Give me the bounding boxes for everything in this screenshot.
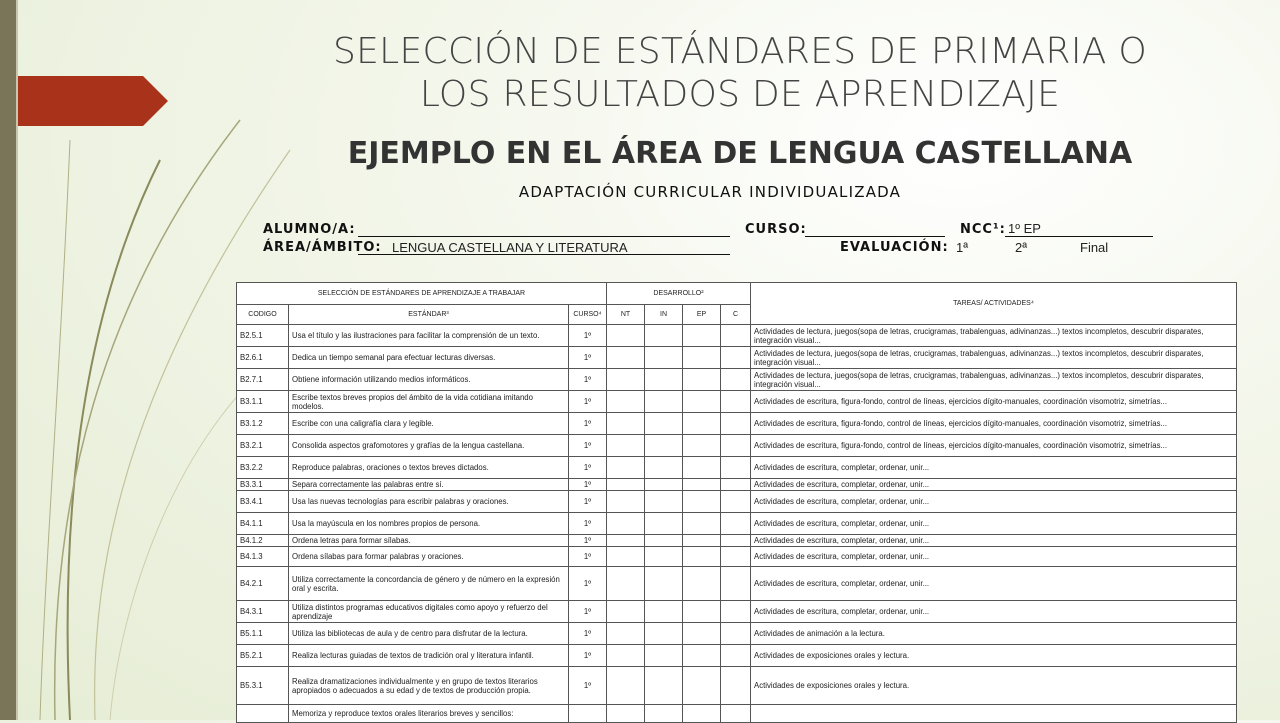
cell-nt bbox=[607, 369, 645, 391]
cell-curso: 1º bbox=[569, 547, 607, 567]
cell-estandar: Utiliza correctamente la concordancia de género y de número en la expresión oral y escrita. bbox=[289, 567, 569, 601]
cell-c bbox=[721, 413, 751, 435]
cell-tareas: Actividades de escritura, completar, ordenar, unir... bbox=[751, 547, 1237, 567]
slide-subtitle: EJEMPLO EN EL ÁREA DE LENGUA CASTELLANA bbox=[347, 136, 1133, 171]
cell-codigo: B2.5.1 bbox=[237, 325, 289, 347]
cell-codigo: B3.3.1 bbox=[237, 479, 289, 491]
cell-tareas: Actividades de lectura, juegos(sopa de letras, crucigramas, trabalenguas, adivinanzas...) textos incompletos, descubrir disparates, integración visual... bbox=[751, 347, 1237, 369]
cell-curso: 1º bbox=[569, 413, 607, 435]
col-nt: NT bbox=[607, 305, 645, 325]
cell-in bbox=[645, 479, 683, 491]
cell-nt bbox=[607, 413, 645, 435]
cell-curso: 1º bbox=[569, 369, 607, 391]
cell-c bbox=[721, 479, 751, 491]
cell-ep bbox=[683, 479, 721, 491]
cell-in bbox=[645, 513, 683, 535]
cell-nt bbox=[607, 347, 645, 369]
cell-tareas: Actividades de escritura, completar, ordenar, unir... bbox=[751, 535, 1237, 547]
cell-in bbox=[645, 547, 683, 567]
col-codigo: CODIGO bbox=[237, 305, 289, 325]
cell-codigo: B2.6.1 bbox=[237, 347, 289, 369]
cell-tareas: Actividades de escritura, completar, ordenar, unir... bbox=[751, 601, 1237, 623]
table-row bbox=[237, 457, 1237, 479]
cell-codigo: B3.1.2 bbox=[237, 413, 289, 435]
cell-c bbox=[721, 457, 751, 479]
cell-ep bbox=[683, 325, 721, 347]
ncc-value: 1º EP bbox=[1008, 221, 1041, 236]
cell-nt bbox=[607, 457, 645, 479]
area-label: ÁREA/ÁMBITO: bbox=[263, 240, 382, 255]
cell-estandar: Ordena sílabas para formar palabras y oraciones. bbox=[289, 547, 569, 567]
tareas-header: TAREAS/ ACTIVIDADES⁴ bbox=[751, 283, 1237, 325]
eval-option-final: Final bbox=[1080, 240, 1109, 255]
cell-curso: 1º bbox=[569, 623, 607, 645]
cell-codigo: B5.2.1 bbox=[237, 645, 289, 667]
cell-tareas: Actividades de escritura, completar, ordenar, unir... bbox=[751, 491, 1237, 513]
cell-in bbox=[645, 369, 683, 391]
desarrollo-header: DESARROLLO² bbox=[607, 283, 751, 305]
table-row bbox=[237, 567, 1237, 601]
cell-codigo: B4.1.3 bbox=[237, 547, 289, 567]
cell-c bbox=[721, 391, 751, 413]
cell-ep bbox=[683, 491, 721, 513]
cell-c bbox=[721, 369, 751, 391]
cell-in bbox=[645, 413, 683, 435]
cell-tareas: Actividades de escritura, figura-fondo, control de líneas, ejercicios dígito-manuales, coordinación visomotriz, simetrías... bbox=[751, 435, 1237, 457]
slide-title bbox=[240, 30, 1240, 116]
cell-nt bbox=[607, 567, 645, 601]
cell-in bbox=[645, 347, 683, 369]
ncc-line bbox=[1005, 236, 1153, 237]
cell-c bbox=[721, 435, 751, 457]
cell-c bbox=[721, 325, 751, 347]
cell-ep bbox=[683, 391, 721, 413]
cell-c bbox=[721, 567, 751, 601]
table-row bbox=[237, 535, 1237, 547]
cell-curso: 1º bbox=[569, 535, 607, 547]
cell-codigo: B3.1.1 bbox=[237, 391, 289, 413]
table-row bbox=[237, 325, 1237, 347]
curso-line bbox=[805, 236, 945, 237]
alumno-line bbox=[358, 236, 730, 237]
cell-nt bbox=[607, 547, 645, 567]
cell-c bbox=[721, 535, 751, 547]
cell-tareas: Actividades de escritura, completar, ordenar, unir... bbox=[751, 513, 1237, 535]
cell-tareas: Actividades de escritura, completar, ordenar, unir... bbox=[751, 479, 1237, 491]
cell-estandar: Utiliza las bibliotecas de aula y de centro para disfrutar de la lectura. bbox=[289, 623, 569, 645]
cell-codigo: B4.3.1 bbox=[237, 601, 289, 623]
cell-codigo: B5.3.1 bbox=[237, 667, 289, 705]
area-value: LENGUA CASTELLANA Y LITERATURA bbox=[392, 240, 628, 255]
table-row bbox=[237, 479, 1237, 491]
cell-estandar: Reproduce palabras, oraciones o textos breves dictados. bbox=[289, 457, 569, 479]
cell-in bbox=[645, 535, 683, 547]
eval-option-1: 1ª bbox=[956, 240, 969, 255]
cell-c bbox=[721, 347, 751, 369]
cell-curso: 1º bbox=[569, 435, 607, 457]
cell-curso: 1º bbox=[569, 601, 607, 623]
cell-estandar: Obtiene información utilizando medios informáticos. bbox=[289, 369, 569, 391]
cell-curso: 1º bbox=[569, 513, 607, 535]
cell-estandar: Consolida aspectos grafomotores y grafías de la lengua castellana. bbox=[289, 435, 569, 457]
cell-estandar: Realiza lecturas guiadas de textos de tradición oral y literatura infantil. bbox=[289, 645, 569, 667]
cell-codigo: B4.2.1 bbox=[237, 567, 289, 601]
cell-c bbox=[721, 645, 751, 667]
cell-estandar: Escribe textos breves propios del ámbito de la vida cotidiana imitando modelos. bbox=[289, 391, 569, 413]
col-c: C bbox=[721, 305, 751, 325]
form-title: ADAPTACIÓN CURRICULAR INDIVIDUALIZADA bbox=[518, 183, 902, 201]
cell-in bbox=[645, 435, 683, 457]
cell-curso: 1º bbox=[569, 479, 607, 491]
table-row bbox=[237, 491, 1237, 513]
table-row bbox=[237, 601, 1237, 623]
col-in: IN bbox=[645, 305, 683, 325]
table-row bbox=[237, 413, 1237, 435]
cell-codigo: B4.1.2 bbox=[237, 535, 289, 547]
cell-c bbox=[721, 667, 751, 705]
curso-label: CURSO: bbox=[745, 222, 807, 237]
evaluacion-label: EVALUACIÓN: bbox=[840, 240, 949, 255]
cell-nt bbox=[607, 535, 645, 547]
cell-ep bbox=[683, 369, 721, 391]
cell-codigo: B2.7.1 bbox=[237, 369, 289, 391]
cell-in bbox=[645, 325, 683, 347]
cell-nt bbox=[607, 479, 645, 491]
cell-ep bbox=[683, 457, 721, 479]
cell-ep bbox=[683, 535, 721, 547]
slide-title-line1: SELECCIÓN DE ESTÁNDARES DE PRIMARIA O bbox=[332, 31, 1148, 72]
accent-arrow-tab bbox=[18, 76, 168, 126]
cell-tareas: Actividades de escritura, completar, ordenar, unir... bbox=[751, 457, 1237, 479]
cell-codigo: B3.2.1 bbox=[237, 435, 289, 457]
cell-nt bbox=[607, 667, 645, 705]
cell-codigo: B3.4.1 bbox=[237, 491, 289, 513]
cell-tareas: Actividades de lectura, juegos(sopa de letras, crucigramas, trabalenguas, adivinanzas...) textos incompletos, descubrir disparates, integración visual... bbox=[751, 369, 1237, 391]
cell-c bbox=[721, 601, 751, 623]
cell-tareas: Actividades de escritura, completar, ordenar, unir... bbox=[751, 567, 1237, 601]
col-ep: EP bbox=[683, 305, 721, 325]
cell-c bbox=[721, 623, 751, 645]
table-row bbox=[237, 369, 1237, 391]
cell-in bbox=[645, 667, 683, 705]
cell-in bbox=[645, 645, 683, 667]
slide-title-line2: LOS RESULTADOS DE APRENDIZAJE bbox=[419, 74, 1061, 115]
eval-option-2: 2ª bbox=[1015, 240, 1028, 255]
group-header: SELECCIÓN DE ESTÁNDARES DE APRENDIZAJE A TRABAJAR bbox=[237, 283, 607, 305]
cell-in bbox=[645, 623, 683, 645]
cell-curso: 1º bbox=[569, 325, 607, 347]
cell-codigo: B5.1.1 bbox=[237, 623, 289, 645]
cell-tareas: Actividades de exposiciones orales y lectura. bbox=[751, 667, 1237, 705]
cell-estandar: Usa las nuevas tecnologías para escribir palabras y oraciones. bbox=[289, 491, 569, 513]
cell-ep bbox=[683, 547, 721, 567]
cell-nt bbox=[607, 325, 645, 347]
cell-tareas: Actividades de animación a la lectura. bbox=[751, 623, 1237, 645]
cell-codigo: B4.1.1 bbox=[237, 513, 289, 535]
standards-table bbox=[236, 282, 1237, 723]
cell-codigo: B3.2.2 bbox=[237, 457, 289, 479]
table-row bbox=[237, 623, 1237, 645]
cell-in bbox=[645, 457, 683, 479]
cell-estandar: Usa la mayúscula en los nombres propios de persona. bbox=[289, 513, 569, 535]
table-row bbox=[237, 645, 1237, 667]
cell-nt bbox=[607, 623, 645, 645]
alumno-label: ALUMNO/A: bbox=[263, 222, 356, 237]
cell-ep bbox=[683, 645, 721, 667]
cell-ep bbox=[683, 567, 721, 601]
cell-ep bbox=[683, 347, 721, 369]
cell-tareas: Actividades de escritura, figura-fondo, control de líneas, ejercicios dígito-manuales, coordinación visomotriz, simetrías... bbox=[751, 413, 1237, 435]
cell-in bbox=[645, 601, 683, 623]
cell-nt bbox=[607, 435, 645, 457]
cell-ep bbox=[683, 601, 721, 623]
cell-c bbox=[721, 547, 751, 567]
cell-nt bbox=[607, 391, 645, 413]
cell-estandar: Memoriza y reproduce textos orales literarios breves y sencillos: bbox=[289, 705, 569, 723]
left-decor-bar bbox=[0, 0, 16, 720]
cell-in bbox=[645, 491, 683, 513]
cell-curso: 1º bbox=[569, 491, 607, 513]
cell-curso: 1º bbox=[569, 645, 607, 667]
cell-estandar: Utiliza distintos programas educativos digitales como apoyo y refuerzo del aprendizaje bbox=[289, 601, 569, 623]
cell-ep bbox=[683, 413, 721, 435]
cell-c bbox=[721, 491, 751, 513]
cell-ep bbox=[683, 513, 721, 535]
table-row bbox=[237, 391, 1237, 413]
ncc-label: NCC¹: bbox=[960, 222, 1006, 237]
cell-nt bbox=[607, 645, 645, 667]
cell-tareas: Actividades de escritura, figura-fondo, control de líneas, ejercicios dígito-manuales, coordinación visomotriz, simetrías... bbox=[751, 391, 1237, 413]
col-estandar: ESTÁNDAR³ bbox=[289, 305, 569, 325]
cell-estandar: Realiza dramatizaciones individualmente y en grupo de textos literarios apropiados o adecuados a su edad y de textos de producción propia. bbox=[289, 667, 569, 705]
table-row bbox=[237, 513, 1237, 535]
cell-ep bbox=[683, 623, 721, 645]
cell-nt bbox=[607, 513, 645, 535]
col-curso: CURSO⁴ bbox=[569, 305, 607, 325]
area-line bbox=[358, 254, 730, 255]
table-row bbox=[237, 667, 1237, 705]
cell-in bbox=[645, 567, 683, 601]
cell-estandar: Separa correctamente las palabras entre sí. bbox=[289, 479, 569, 491]
cell-estandar: Ordena letras para formar sílabas. bbox=[289, 535, 569, 547]
cell-estandar: Usa el título y las ilustraciones para facilitar la comprensión de un texto. bbox=[289, 325, 569, 347]
table-row bbox=[237, 435, 1237, 457]
cell-curso: 1º bbox=[569, 457, 607, 479]
cell-ep bbox=[683, 435, 721, 457]
cell-estandar: Escribe con una caligrafía clara y legible. bbox=[289, 413, 569, 435]
cell-in bbox=[645, 391, 683, 413]
cell-c bbox=[721, 513, 751, 535]
cell-nt bbox=[607, 491, 645, 513]
cell-curso: 1º bbox=[569, 391, 607, 413]
cell-curso: 1º bbox=[569, 347, 607, 369]
cell-nt bbox=[607, 601, 645, 623]
cell-curso: 1º bbox=[569, 567, 607, 601]
cell-tareas: Actividades de exposiciones orales y lectura. bbox=[751, 645, 1237, 667]
cell-curso: 1º bbox=[569, 667, 607, 705]
cell-estandar: Dedica un tiempo semanal para efectuar lecturas diversas. bbox=[289, 347, 569, 369]
table-row bbox=[237, 547, 1237, 567]
cell-ep bbox=[683, 667, 721, 705]
cell-tareas: Actividades de lectura, juegos(sopa de letras, crucigramas, trabalenguas, adivinanzas...) textos incompletos, descubrir disparates, integración visual... bbox=[751, 325, 1237, 347]
table-row bbox=[237, 347, 1237, 369]
